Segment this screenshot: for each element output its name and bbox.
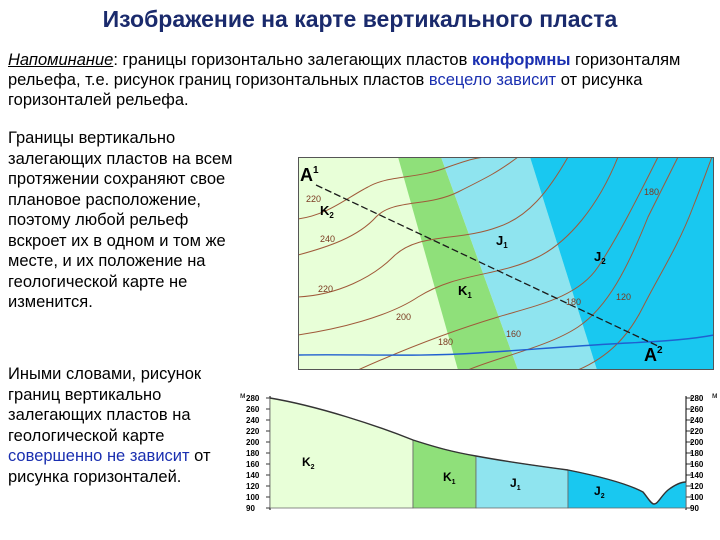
profile-unit-left: м [240,391,246,400]
reminder-text-1: границы горизонтально залегающих пластов [117,51,472,69]
profile-scale-tick-label: 240 [246,416,260,425]
contour-label: 220 [318,284,334,294]
profile-area-k2 [270,398,413,508]
unit-k1-label: $K_1$ [458,283,472,300]
profile-unit-j1: $J_1$ [510,476,521,492]
profile-scale-tick-label: 180 [246,449,260,458]
profile-scale-tick-label: 220 [246,427,260,436]
profile-scale-tick-label: 90 [246,504,255,513]
geological-map [298,157,714,370]
profile-scale-tick-label: 180 [690,449,704,458]
profile-scale-tick-label: 100 [690,493,704,502]
profile-scale-tick-label: 90 [690,504,699,513]
paragraph-vertical-boundaries: Границы вертикально залегающих пластов на всем протяжении сохраняют свое плановое расположение, поэтому любой рельеф вскроет их в одном и том же месте, и их положение на геологической карте не изменится. [8,129,233,311]
reminder-colon: : [113,51,118,69]
profile-scale-tick-label: 160 [246,460,260,469]
profile-scale-tick-label: 140 [246,471,260,480]
conclusion-emphasis: совершенно не зависит [8,447,190,465]
profile-scale-tick-label: 220 [690,427,704,436]
slide-title: Изображение на карте вертикального пласта [102,6,618,32]
profile-unit-j2: $J_2$ [594,484,605,500]
contour-label: 120 [616,292,632,302]
conclusion-text-1: Иными словами, рисунок границ вертикально залегающих пластов на геологической карте [8,365,202,445]
unit-k2-label: $K_2$ [320,203,334,220]
profile-scale-tick-label: 200 [690,438,704,447]
contour-label: 200 [396,312,412,322]
paragraph-conclusion [8,364,236,487]
reminder-label: Напоминание [8,51,114,69]
profile-scale-tick-label: 160 [690,460,704,469]
profile-scale-tick-label: 200 [246,438,260,447]
contour-label: 180 [644,187,660,197]
point-a2-label: $A^2$ [644,345,663,365]
contour-label: 220 [306,194,322,204]
profile-scale-tick-label: 140 [690,471,704,480]
profile-unit-k1: $K_1$ [443,470,456,486]
cross-section-profile [238,388,720,518]
reminder-emphasis-depends: всецело зависит [428,71,557,89]
profile-scale-tick-label: 120 [246,482,260,491]
unit-j2-label: $J_2$ [594,249,606,266]
profile-scale-tick-label: 260 [246,405,260,414]
profile-scale-tick-label: 280 [690,394,704,403]
contour-label: 180 [566,297,582,307]
unit-j1-label: $J_1$ [496,233,508,250]
profile-scale-tick-label: 240 [690,416,704,425]
profile-scale-right [686,394,704,513]
contour-label: 160 [506,329,522,339]
point-a1-label: $A^1$ [300,165,319,185]
profile-unit-k2: $K_2$ [302,455,315,471]
profile-scale-left [246,394,270,513]
conclusion-text-2: от рисунка горизонталей. [8,447,211,486]
profile-scale-tick-label: 100 [246,493,260,502]
reminder-paragraph [8,50,714,110]
profile-scale-tick-label: 260 [690,405,704,414]
profile-unit-right: м [712,391,718,400]
profile-scale-tick-label: 280 [246,394,260,403]
reminder-emphasis-conformal: конформны [471,51,571,69]
profile-scale-tick-label: 120 [690,482,704,491]
reminder-text-3: от рисунка горизонталей рельефа. [8,71,643,109]
contour-label: 240 [320,234,336,244]
reminder-text-2: горизонталям рельефа, т.е. рисунок границ горизонтальных пластов [8,51,681,89]
contour-label: 180 [438,337,454,347]
